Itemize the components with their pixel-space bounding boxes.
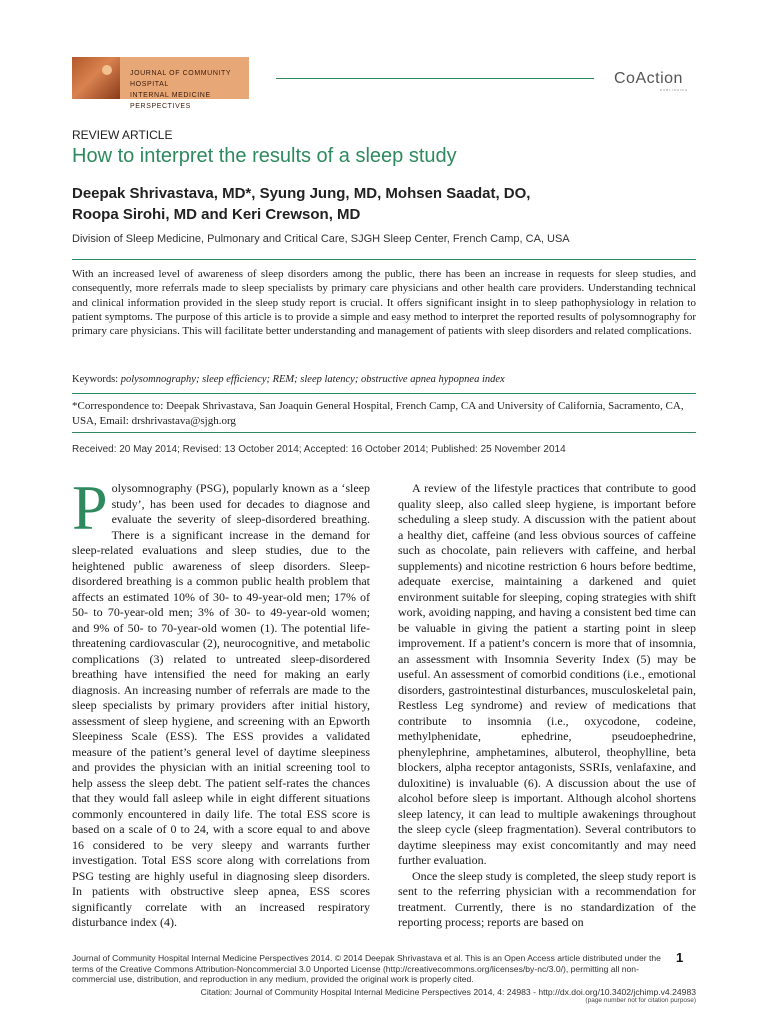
page-number-note: (page number not for citation purpose) (585, 997, 696, 1004)
affiliation: Division of Sleep Medicine, Pulmonary and Critical Care, SJGH Sleep Center, French Camp, CA, USA (72, 233, 570, 245)
intro-paragraph (72, 472, 370, 931)
article-title: How to interpret the results of a sleep study (72, 145, 457, 167)
logo-line-1: JOURNAL OF COMMUNITY HOSPITAL (130, 70, 232, 88)
correspondence: *Correspondence to: Deepak Shrivastava, San Joaquin General Hospital, French Camp, CA and University of California, Sacramento, CA, USA, Email: drshrivastava@sjgh.org (72, 400, 684, 427)
citation-line: Citation: Journal of Community Hospital Internal Medicine Perspectives 2014, 4: 24983 - http://dx.doi.org/10.3402/jchimp.v4.24983 (200, 987, 696, 997)
authors-line-1: Deepak Shrivastava, MD*, Syung Jung, MD, Mohsen Saadat, DO, (72, 185, 531, 202)
journal-logo (72, 57, 249, 110)
page-number: 1 (676, 950, 684, 965)
abstract: With an increased level of awareness of sleep disorders among the public, there has been an increase in requests for sleep studies, and consequently, more referrals made to sleep specialists by primary care physicians and other health care providers. Understanding technical and clinical information provided in the sleep study report is crucial. It offers significant insight in to sleep pathophysiology in relation to patient symptoms. The purpose of this article is to provide a simple and easy method to interpret the reported results of polysomnography for primary care physicians. This will facilitate better understanding and management of patients with sleep disorders and related complications. (72, 268, 696, 338)
publisher-logo: CoAction (614, 70, 683, 87)
logo-text (130, 68, 249, 112)
report-paragraph: Once the sleep study is completed, the sleep study report is sent to the referring physician with a recommendation for treatment. Currently, there is no standardization of the reporting process; reports are based on (398, 868, 696, 930)
correspondence-divider (72, 432, 696, 433)
abstract-top-divider (72, 259, 696, 260)
publisher-tagline: PUBLISHING (660, 88, 689, 92)
keywords (72, 374, 696, 385)
logo-line-2: INTERNAL MEDICINE PERSPECTIVES (130, 92, 211, 110)
publication-dates: Received: 20 May 2014; Revised: 13 October 2014; Accepted: 16 October 2014; Published: 25 November 2014 (72, 444, 566, 455)
sleep-hygiene-paragraph: A review of the lifestyle practices that contribute to good quality sleep, also called sleep hygiene, is important before scheduling a sleep study. A discussion with the patient about a healthy diet, caffeine (and less obvious sources of caffeine such as chocolate, pain relievers with caffeine, and herbal supplements) and nicotine restriction 6 hours before bedtime, adequate exercise, maintaining a darkened and quiet environment suitable for sleeping, coping strategies with shift work, avoiding napping, and having a consistent bed time can be valuable in giving the patient a starting point in sleep improvement. If a patient’s concern is more that of insomnia, an assessment with Insomnia Severity Index (5) may be useful. An assessment of comorbid conditions (i.e., emotional disorders, gastrointestinal disturbances, musculoskeletal pain, Restless Leg syndrome) and review of medications that contribute to insomnia (i.e., oxycodone, codeine, methylphenidate, ephedrine, pseudoephedrine, phenylephrine, amphetamines, albuterol, theophylline, beta blockers, alpha receptor antagonists, SSRIs, venlafaxine, and duloxitine) is invaluable (6). A discussion about the use of alcohol before sleep is important. Although alcohol shortens sleep latency, it can lead to multiple awakenings throughout the sleep cycle (sleep fragmentation). Several contributors to daytime sleepiness may exist concomitantly and may need further evaluation. (398, 481, 696, 868)
keywords-divider (72, 393, 696, 394)
body-column-right (398, 481, 696, 931)
license-footer: Journal of Community Hospital Internal Medicine Perspectives 2014. © 2014 Deepak Shrivastava et al. This is an Open Access article distributed under the terms of the Creative Commons Attribution-Noncommercial 3.0 Unported License (http://creativecommons.org/licenses/by-nc/3.0/), permitting all non-commercial use, distribution, and reproduction in any medium, provided the original work is properly cited. (72, 953, 661, 984)
drop-cap: P (72, 472, 108, 543)
article-type: REVIEW ARTICLE (72, 128, 173, 142)
keywords-list: polysomnography; sleep efficiency; REM; sleep latency; obstructive apnea hypopnea index (120, 374, 505, 385)
logo-sun-icon (102, 65, 112, 75)
body-column-left (72, 472, 370, 931)
logo-graphic (72, 57, 120, 99)
authors-line-2: Roopa Sirohi, MD and Keri Crewson, MD (72, 206, 361, 223)
intro-paragraph-text: olysomnography (PSG), popularly known as a ‘sleep study’, has been used for decades to diagnose and evaluate the severity of sleep-disordered breathing. There is a significant increase in the demand for sleep-related evaluations and sleep studies, due to the heightened public awareness of sleep disorders. Sleep-disordered breathing is a common public health problem that affects an estimated 10% of 30- to 49-year-old men; 17% of 50- to 70-year-old men; 3% of 30- to 49-year-old women; and 9% of 50- to 70-year-old women (1). The potential life-threatening cardiovascular (2), neurocognitive, and metabolic complications (3) related to untreated sleep-disordered breathing have intensified the need for making an early diagnosis. An increasing number of referrals are made to the sleep specialists by primary providers after initial history, assessment of sleep hygiene, and screening with an Epworth Sleepiness Scale (ESS). The ESS provides a validated measure of the patient’s general level of daytime sleepiness and provides the physician with an initial screening tool to help assess the sleep debt. The patient self-rates the chances that they would fall asleep while in eight different situations commonly encountered in daily life. The total ESS score is based on a scale of 0 to 24, with a score equal to and above 16 considered to be very sleepy and warrants further investigation. Total ESS score along with correlations from PSG testing are highly useful in diagnosing sleep disorders. In patients with obstructive sleep apnea, ESS scores significantly correlate with an increased respiratory disturbance index (4). (72, 481, 370, 930)
keywords-label: Keywords: (72, 374, 119, 385)
header-divider (276, 78, 594, 79)
author-list (72, 183, 672, 225)
